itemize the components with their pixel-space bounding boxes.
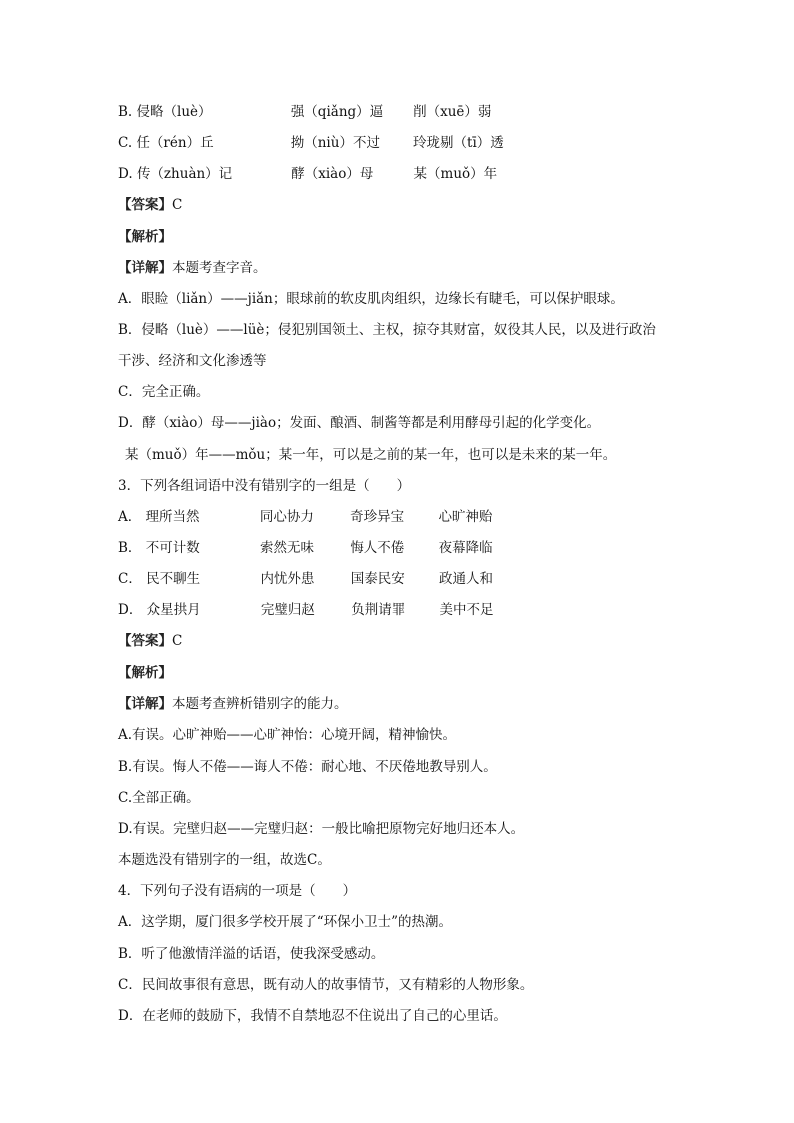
option-word: 民不聊生 xyxy=(146,571,201,587)
q3-conclusion: 本题选没有错别字的一组，故选C。 xyxy=(118,852,331,868)
detail-tag: 【详解】 xyxy=(118,260,172,276)
option-word: 政通人和 xyxy=(439,571,494,587)
q2-option-d xyxy=(118,164,534,184)
option-word: 内忧外患 xyxy=(260,571,315,587)
q3-stem: 3．下列各组词语中没有错别字的一组是（ ） xyxy=(118,478,411,494)
option-word: 悔人不倦 xyxy=(350,540,405,556)
q4-option-d: D．在老师的鼓励下，我情不自禁地忍不住说出了自己的心里话。 xyxy=(118,1008,507,1024)
option-word: 某（muǒ）年 xyxy=(413,166,498,182)
option-word: 玲珑剔（tī）透 xyxy=(413,135,504,151)
option-word: 任（rén）丘 xyxy=(136,135,214,151)
option-word: 传（zhuàn）记 xyxy=(136,166,233,182)
analysis-tag: 【解析】 xyxy=(118,229,172,245)
q4-option-a: A．这学期，厦门很多学校开展了“环保小卫士”的热潮。 xyxy=(118,914,453,930)
q4-option-b: B．听了他激情洋溢的话语，使我深受感动。 xyxy=(118,946,385,962)
q2-detail-line: A．眼睑（liǎn）——jiǎn；眼球前的软皮肌肉组织，边缘长有睫毛，可以保护眼球。 xyxy=(118,291,624,307)
q2-detail-line: 干涉、经济和文化渗透等 xyxy=(118,353,267,369)
option-word: 美中不足 xyxy=(439,602,494,618)
q3-option-d xyxy=(118,600,540,620)
option-word: 拗（niù）不过 xyxy=(290,135,380,151)
answer-value: C xyxy=(172,197,183,213)
option-label: C． xyxy=(118,571,142,587)
q2-detail-line: 某（muǒ）年——mǒu；某一年，可以是之前的某一年，也可以是未来的某一年。 xyxy=(125,447,617,463)
option-word: 理所当然 xyxy=(145,509,200,525)
detail-intro: 本题考查字音。 xyxy=(172,260,267,276)
q2-detail-line: C．完全正确。 xyxy=(118,384,210,400)
option-label: D. xyxy=(118,166,133,182)
q3-detail-line: A.有误。心旷神贻——心旷神怡：心境开阔，精神愉快。 xyxy=(118,727,457,743)
q3-option-b xyxy=(118,538,539,558)
option-word: 强（qiǎng）逼 xyxy=(290,104,384,120)
option-word: 不可计数 xyxy=(145,540,200,556)
answer-tag: 【答案】 xyxy=(118,197,172,213)
q2-detail-line: B．侵略（luè）——lüè；侵犯别国领土、主权，掠夺其财富，奴役其人民，以及进行政治 xyxy=(118,322,656,338)
q2-detail-line: D．酵（xiào）母——jiào；发面、酿酒、制酱等都是利用酵母引起的化学变化。 xyxy=(118,415,601,431)
answer-tag: 【答案】 xyxy=(118,633,172,649)
option-label: A． xyxy=(118,509,142,525)
option-word: 削（xuē）弱 xyxy=(413,104,492,120)
q3-detail-line: B.有误。悔人不倦——诲人不倦：耐心地、不厌倦地教导别人。 xyxy=(118,759,497,775)
q3-option-a xyxy=(118,507,538,527)
detail-intro: 本题考查辨析错别字的能力。 xyxy=(172,696,348,712)
option-label: B． xyxy=(118,540,142,556)
analysis-tag: 【解析】 xyxy=(118,665,172,681)
option-label: D． xyxy=(118,602,143,618)
q2-option-c xyxy=(118,133,533,153)
q4-option-c: C．民间故事很有意思，既有动人的故事情节，又有精彩的人物形象。 xyxy=(118,977,534,993)
option-word: 心旷神贻 xyxy=(438,509,493,525)
option-word: 同心协力 xyxy=(259,509,314,525)
option-word: 索然无味 xyxy=(260,540,315,556)
q3-detail-line: D.有误。完壁归赵——完璧归赵：一般比喻把原物完好地归还本人。 xyxy=(118,821,525,837)
option-label: C. xyxy=(118,135,133,151)
q2-option-b xyxy=(118,102,533,122)
option-word: 酵（xiào）母 xyxy=(291,166,374,182)
q3-option-c xyxy=(118,569,539,589)
q3-answer xyxy=(118,631,182,651)
option-word: 奇珍异宝 xyxy=(350,509,405,525)
q2-detail-intro xyxy=(118,258,267,278)
answer-value: C xyxy=(172,633,183,649)
option-word: 众星拱月 xyxy=(146,602,201,618)
q4-stem: 4．下列句子没有语病的一项是（ ） xyxy=(118,883,357,899)
q2-answer xyxy=(118,195,182,215)
option-label: B. xyxy=(118,104,133,120)
option-word: 完璧归赵 xyxy=(260,602,315,618)
q3-detail-intro xyxy=(118,694,348,714)
q3-detail-line: C.全部正确。 xyxy=(118,790,200,806)
q2-analysis-heading xyxy=(118,227,172,247)
option-word: 夜幕降临 xyxy=(438,540,493,556)
option-word: 侵略（luè） xyxy=(136,104,212,120)
option-word: 国泰民安 xyxy=(350,571,405,587)
detail-tag: 【详解】 xyxy=(118,696,172,712)
q3-analysis-heading xyxy=(118,663,172,683)
option-word: 负荆请罪 xyxy=(351,602,406,618)
